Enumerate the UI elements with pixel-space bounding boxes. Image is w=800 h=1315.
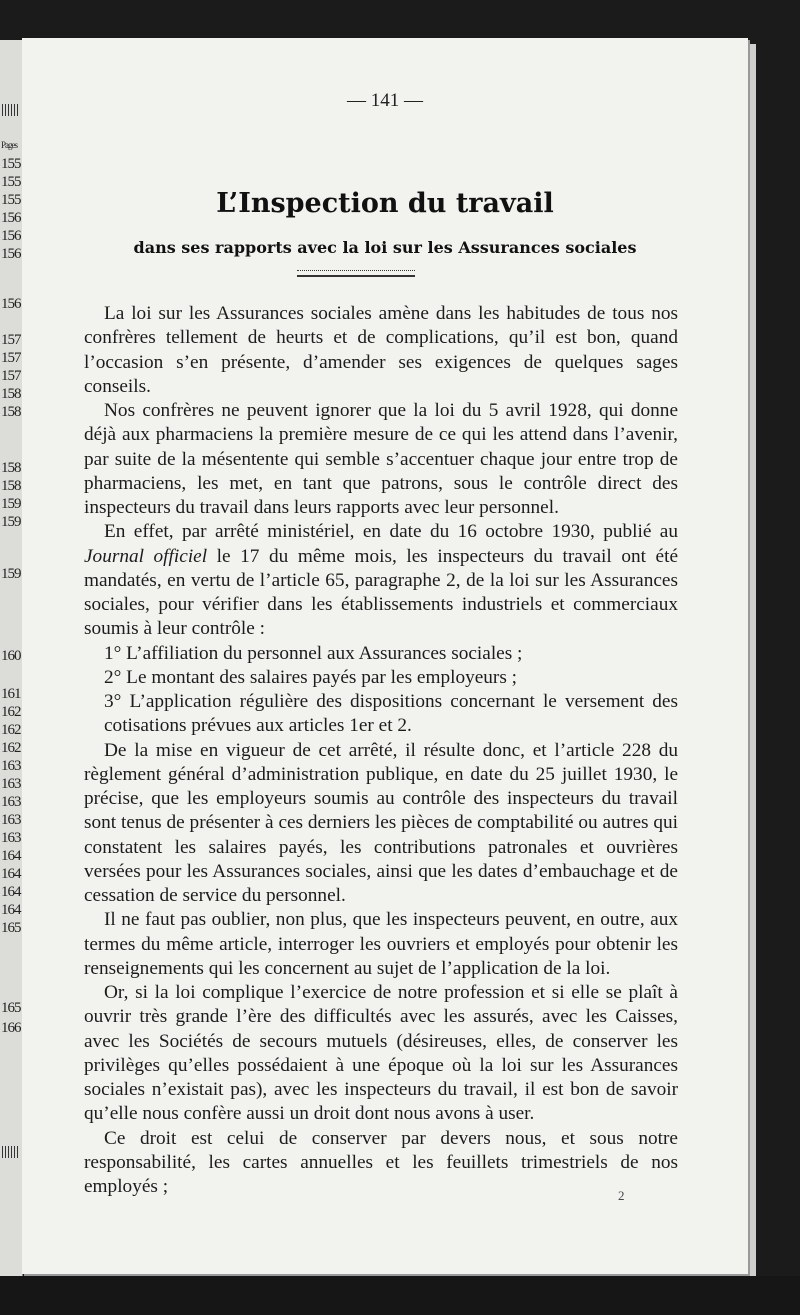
article-title: L’Inspection du travail [216,188,554,219]
index-entry: 157 [1,350,21,366]
list-item: 3° L’application régulière des dispositions concernant le versement des cotisations prévues aux articles 1er et 2. [104,691,678,737]
article-subtitle: dans ses rapports avec la loi sur les Assurances sociales [133,238,637,257]
index-entry: 163 [1,812,21,828]
index-entry: 165 [1,1000,21,1016]
index-entry: 163 [1,830,21,846]
index-entry: 164 [1,866,21,882]
index-entry: 164 [1,848,21,864]
scan-background [0,1276,800,1315]
index-entry: 157 [1,332,21,348]
paragraph-text: le 17 du même mois, les inspecteurs du travail ont été mandatés, en vertu de l’article 65, paragraphe 2, de la loi sur les Assurances sociales, pour vérifier dans les établissements industriels et commerciaux soumis à leur contrôle : [84,545,678,640]
index-entry: 162 [1,704,21,720]
index-heading: Pages [1,140,17,150]
paragraph-text: En effet, par arrêté ministériel, en date du 16 octobre 1930, publié au [104,521,678,543]
index-entry: 165 [1,920,21,936]
index-entry: 158 [1,386,21,402]
printer-signature-mark: 2 [618,1188,625,1203]
index-entry: 158 [1,460,21,476]
index-entry: 158 [1,478,21,494]
index-entry: 160 [1,648,21,664]
index-entry: 164 [1,902,21,918]
index-entry: 163 [1,794,21,810]
index-entry: 156 [1,296,21,312]
index-entry: 161 [1,686,21,702]
paragraph [84,520,678,641]
index-entry: 159 [1,496,21,512]
journal-title: Journal officiel [84,545,208,567]
paragraph: De la mise en vigueur de cet arrêté, il résulte donc, et l’article 228 du règlement général d’administration publique, en date du 25 juillet 1930, le précise, que les employeurs soumis au contrôle des inspecteurs du travail sont tenus de présenter à ces derniers les pièces de comptabilité ou autres qui constatent les salaires payés, les contributions patronales et ouvrières versées pour les Assurances sociales, ainsi que les dates d’embauchage et de cessation de service du personnel. [84,739,678,906]
index-entry: 162 [1,722,21,738]
index-entry: 156 [1,210,21,226]
paragraph: Ce droit est celui de conserver par devers nous, et sous notre responsabilité, les cartes annuelles et les feuillets trimestriels de nos employés ; [84,1127,678,1197]
paragraph: Il ne faut pas oublier, non plus, que les inspecteurs peuvent, en outre, aux termes du même article, interroger les ouvriers et employés pour obtenir les renseignements qui les concernent au sujet de l’application de la loi. [84,909,678,979]
title-divider [297,270,415,277]
index-entry: 162 [1,740,21,756]
article-body [84,302,678,1199]
index-entry: 159 [1,514,21,530]
page-edge [748,44,756,1276]
index-entry: 158 [1,404,21,420]
index-entry: 157 [1,368,21,384]
index-entry: 163 [1,758,21,774]
adjacent-page-index [0,0,22,1315]
index-entry: 156 [1,246,21,262]
list-item: 2° Le montant des salaires payés par les employeurs ; [104,666,518,688]
index-entry: 163 [1,776,21,792]
index-entry: 164 [1,884,21,900]
index-entry: 159 [1,566,21,582]
page-number: — 141 — [347,90,423,111]
paragraph: Or, si la loi complique l’exercice de notre profession et si elle se plaît à ouvrir très grande l’ère des difficultés avec les assurés, avec les Caisses, avec les Sociétés de secours mutuels (désireuses, elles, de conserver les privilèges qu’elles possédaient à une époque où la loi sur les Assurances sociales n’existait pas), avec les inspecteurs du travail, il est bon de savoir qu’elle nous confère aussi un droit dont nous avons à user. [84,982,678,1125]
index-entry: 156 [1,228,21,244]
index-entry: 166 [1,1020,21,1036]
paragraph: La loi sur les Assurances sociales amène dans les habitudes de tous nos confrères tellement de heurts et de complications, qu’il est bon, quand l’occasion s’en présente, d’amender ses exigences de quelques sages conseils. [84,303,678,397]
index-entry: 155 [1,192,21,208]
index-entry: 155 [1,174,21,190]
list-item: 1° L’affiliation du personnel aux Assurances sociales ; [104,642,523,664]
document-page [22,38,748,1274]
index-entry: 155 [1,156,21,172]
paragraph: Nos confrères ne peuvent ignorer que la loi du 5 avril 1928, qui donne déjà aux pharmaciens la première mesure de ce qui les attend dans l’avenir, par suite de la mésentente qui semble s’accentuer chaque jour entre trop de pharmaciens, les met, en tant que patrons, sous le contrôle direct des inspecteurs du travail dans leurs rapports avec leur personnel. [84,400,678,518]
